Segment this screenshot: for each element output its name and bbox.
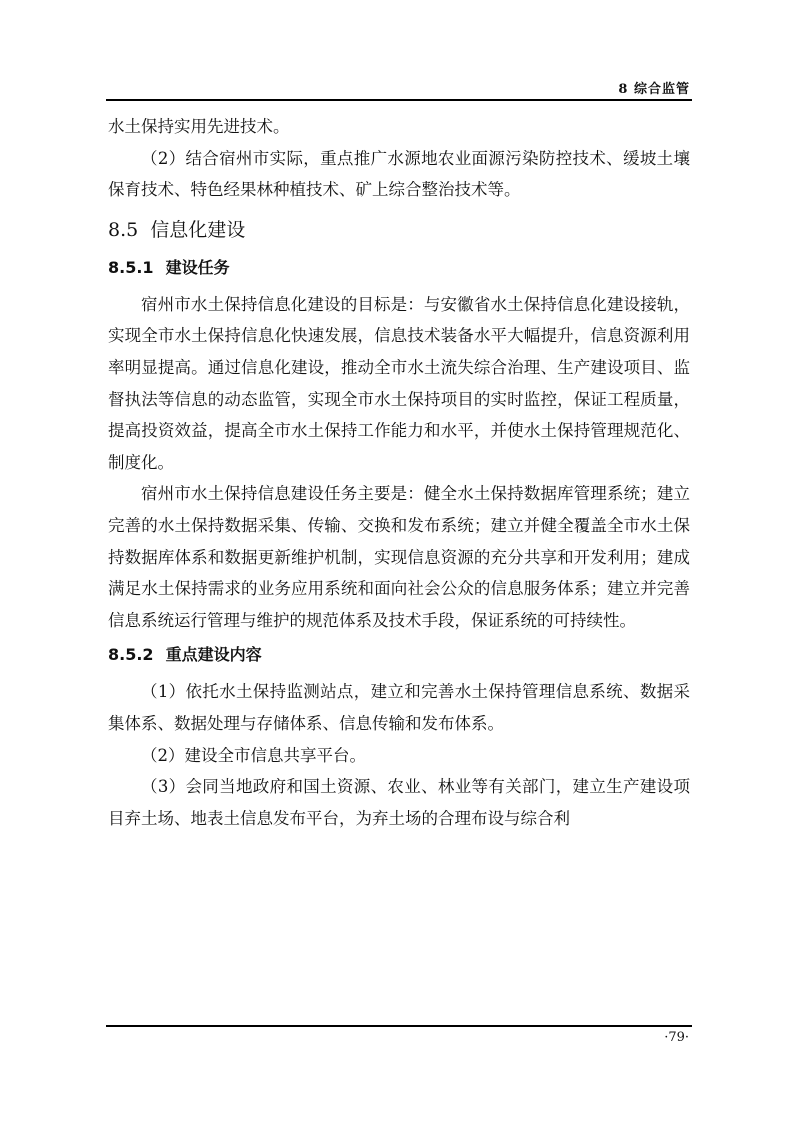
header-rule: [106, 99, 692, 101]
paragraph-content-2: （2）建设全市信息共享平台。: [141, 745, 366, 765]
section-number: 8.5: [108, 218, 139, 241]
subsection-title: 重点建设内容: [165, 645, 262, 665]
paragraph-intro-end: 水土保持实用先进技术。: [108, 117, 290, 136]
running-header: [106, 76, 692, 98]
section-heading-8-5: [108, 215, 690, 245]
section-title: 信息化建设: [150, 218, 246, 241]
subsection-heading-8-5-2: [108, 640, 690, 670]
page-body: [108, 111, 690, 834]
subsection-number: 8.5.2: [108, 645, 154, 665]
subsection-title: 建设任务: [165, 257, 230, 277]
paragraph-tasks: 宿州市水土保持信息建设任务主要是：健全水土保持数据库管理系统；建立完善的水土保持数据采集、传输、交换和发布系统；建立并健全覆盖全市水土保持数据库体系和数据更新维护机制，实现信息资源的充分共享和开发利用；建成满足水土保持需求的业务应用系统和面向社会公众的信息服务体系；建立并完善信息系统运行管理与维护的规范体系及技术手段，保证系统的可持续性。: [108, 484, 690, 630]
footer-rule: [106, 1025, 692, 1027]
chapter-title: 8 综合监管: [618, 82, 690, 97]
paragraph-goal: 宿州市水土保持信息化建设的目标是：与安徽省水土保持信息化建设接轨，实现全市水土保持信息化快速发展，信息技术装备水平大幅提升，信息资源利用率明显提高。通过信息化建设，推动全市水土流失综合治理、生产建设项目、监督执法等信息的动态监管，实现全市水土保持项目的实时监控，保证工程质量，提高投资效益，提高全市水土保持工作能力和水平，并使水土保持管理规范化、制度化。: [108, 294, 690, 472]
subsection-number: 8.5.1: [108, 257, 154, 277]
page-number: ·79·: [664, 1030, 689, 1045]
paragraph-item-2: （2）结合宿州市实际，重点推广水源地农业面源污染防控技术、缓坡土壤保育技术、特色经果林种植技术、矿上综合整治技术等。: [108, 148, 690, 200]
subsection-heading-8-5-1: [108, 253, 690, 283]
paragraph-content-3: （3）会同当地政府和国土资源、农业、林业等有关部门，建立生产建设项目弃土场、地表土信息发布平台，为弃土场的合理布设与综合利: [108, 777, 690, 828]
paragraph-content-1: （1）依托水土保持监测站点，建立和完善水土保持管理信息系统、数据采集体系、数据处理与存储体系、信息传输和发布体系。: [108, 682, 690, 733]
